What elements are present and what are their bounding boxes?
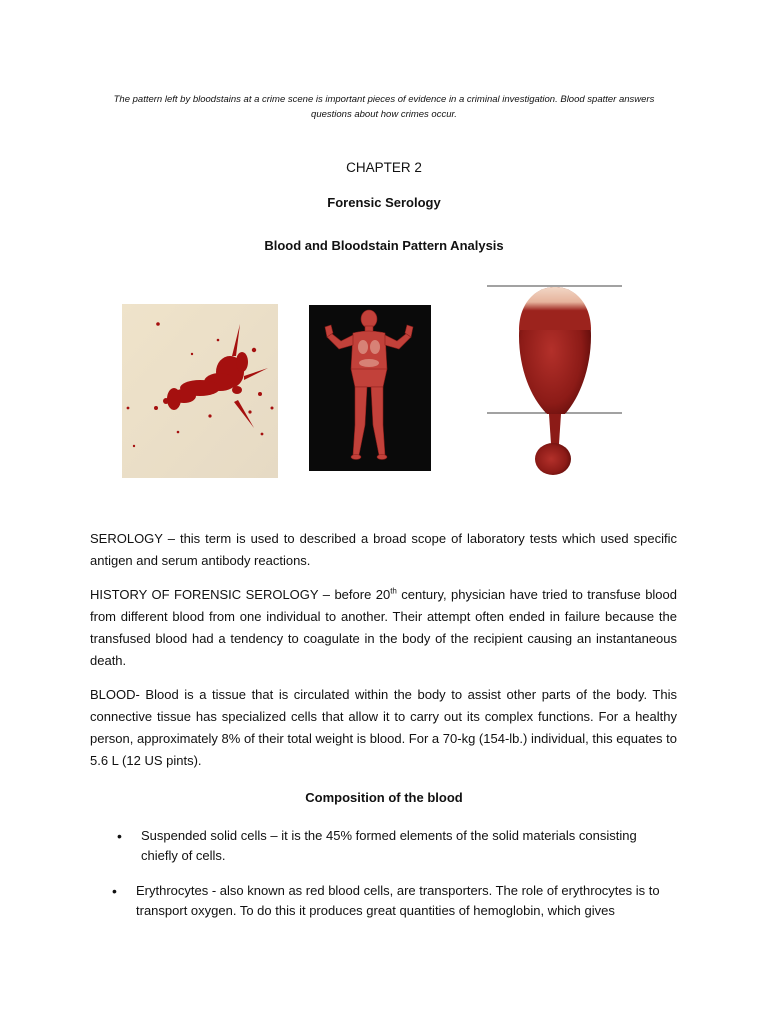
blood-drop-image [485, 284, 625, 480]
list-item [112, 881, 671, 921]
bullet-marker: • [117, 828, 122, 844]
section-title: Blood and Bloodstain Pattern Analysis [264, 238, 504, 253]
list-item [117, 826, 671, 866]
anatomy-body-image [309, 305, 431, 471]
composition-heading: Composition of the blood [305, 790, 463, 805]
blood-splatter-image [122, 304, 278, 478]
history-superscript: th [390, 586, 397, 596]
list-item-text: Suspended solid cells – it is the 45% formed elements of the solid materials consisting chiefly of cells. [141, 828, 637, 863]
history-text-start: HISTORY OF FORENSIC SEROLOGY – before 20 [90, 587, 391, 602]
intro-caption: The pattern left by bloodstains at a crime scene is important pieces of evidence in a criminal investigation. Blood spatter answers questions about how crimes occur. [113, 94, 655, 120]
history-paragraph [90, 584, 677, 672]
subject-heading: Forensic Serology [327, 195, 441, 210]
blood-paragraph: BLOOD- Blood is a tissue that is circulated within the body to assist other parts of the body. This connective tissue has specialized cells that allow it to carry out its complex functions. For a healthy person, approximately 8% of their total weight is blood. For a 70-kg (154-lb.) individual, this equates to 5.6 L (12 US pints). [90, 687, 677, 768]
chapter-heading: CHAPTER 2 [346, 160, 422, 175]
bullet-marker: • [112, 883, 117, 899]
history-text-end: century, physician have tried to transfuse blood from different blood from one individual to another. Their attempt often ended in failure because the transfused blood had a tendency to coagulate in the body of the recipient causing an instantaneous death. [90, 587, 677, 668]
list-item-text: Erythrocytes - also known as red blood cells, are transporters. The role of erythrocytes is to transport oxygen. To do this it produces great quantities of hemoglobin, which gives [136, 883, 660, 918]
serology-paragraph: SEROLOGY – this term is used to described a broad scope of laboratory tests which used specific antigen and serum antibody reactions. [90, 531, 677, 568]
